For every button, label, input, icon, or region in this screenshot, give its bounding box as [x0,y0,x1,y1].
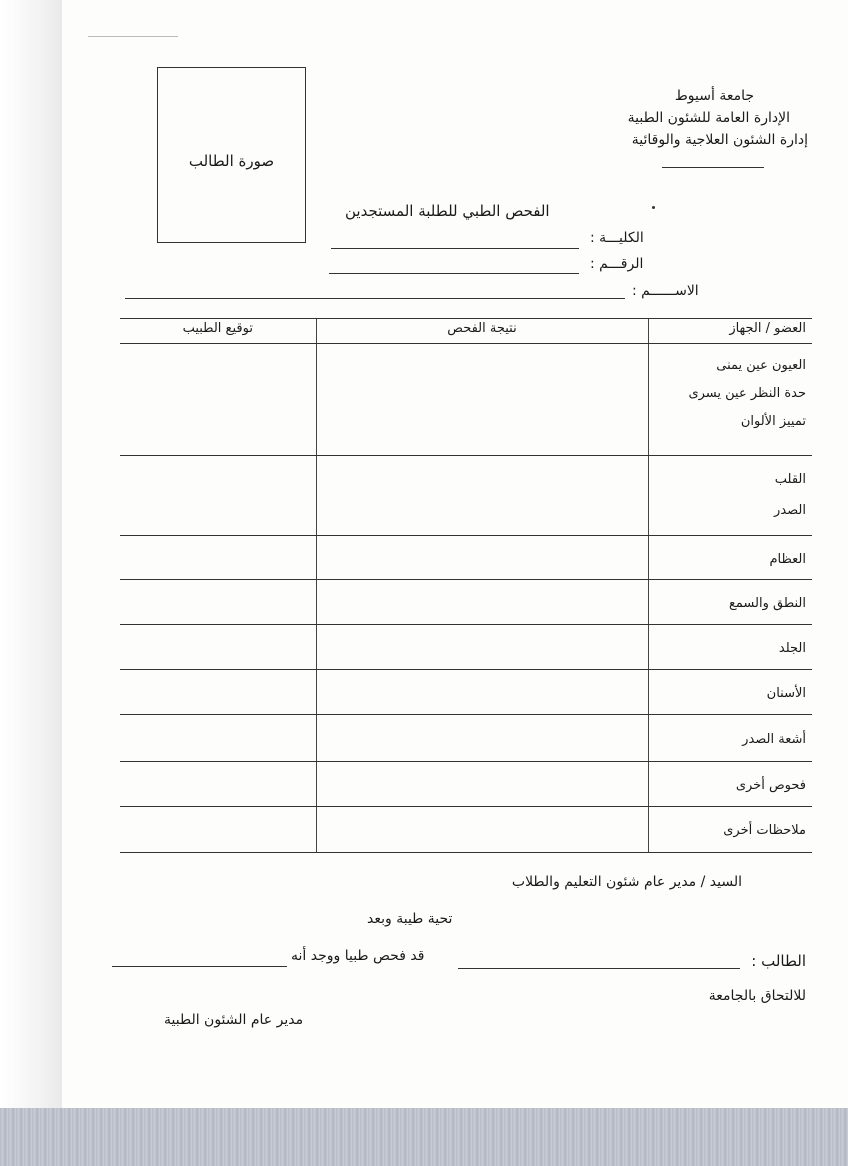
result-cell[interactable] [316,715,648,762]
table-row-chest-xray [120,715,812,762]
exam-table [120,318,812,853]
organ-line: العظام [769,552,806,567]
table-row-bones [120,536,812,580]
organ-cell [648,580,812,625]
organ-cell [648,456,812,536]
number-input-line[interactable] [329,273,579,274]
organ-line: فحوص أخرى [735,778,806,793]
examined-text: قد فحص طبيا ووجد أنه [291,948,425,964]
organ-line: أشعة الصدر [742,732,806,747]
signature-cell[interactable] [120,762,316,807]
scan-edge [0,1108,848,1166]
result-cell[interactable] [316,807,648,853]
organ-cell [648,344,812,456]
doctor-signature-header: توقيع الطبيب [120,319,316,344]
number-label: الرقـــم : [590,256,644,272]
organ-line: الجلد [778,641,806,656]
result-cell[interactable] [316,344,648,456]
organ-cell [648,807,812,853]
name-input-line[interactable] [125,298,625,299]
organ-cell [648,625,812,670]
table-row-heart-chest [120,456,812,536]
signature-cell[interactable] [120,625,316,670]
letter-recipient: السيد / مدير عام شئون التعليم والطلاب [511,874,742,890]
organ-cell [648,670,812,715]
result-cell[interactable] [316,762,648,807]
signatory-title: مدير عام الشئون الطبية [164,1012,304,1028]
organ-header: العضو / الجهاز [648,319,812,344]
result-cell[interactable] [316,670,648,715]
organ-line: تمييز الألوان [740,414,806,429]
table-row-other-exams [120,762,812,807]
administration-name: الإدارة العامة للشئون الطبية [627,110,790,126]
organ-cell [648,762,812,807]
scan-margin [0,0,62,1110]
name-label: الاســــــم : [632,283,699,299]
signature-cell[interactable] [120,580,316,625]
result-cell[interactable] [316,580,648,625]
signature-cell[interactable] [120,715,316,762]
photo-label: صورة الطالب [188,152,275,170]
result-line[interactable] [112,966,287,967]
faculty-input-line[interactable] [331,248,579,249]
organ-line: النطق والسمع [728,596,806,611]
organ-line: حدة النظر عين يسرى [688,386,806,401]
table-row-eyes [120,344,812,456]
student-photo-box[interactable] [157,67,306,243]
result-cell[interactable] [316,456,648,536]
exam-result-header: نتيجة الفحص [316,319,648,344]
organ-line: القلب [774,472,806,487]
student-name-line[interactable] [458,968,740,969]
table-row-speech-hearing [120,580,812,625]
department-name: إدارة الشئون العلاجية والوقائية [631,132,808,148]
student-label: الطالب : [751,952,806,970]
letter-greeting: تحية طيبة وبعد [367,911,453,927]
organ-line: ملاحظات أخرى [723,823,806,838]
organ-cell [648,715,812,762]
result-cell[interactable] [316,536,648,580]
table-row-skin [120,625,812,670]
signature-cell[interactable] [120,807,316,853]
organ-line: الأسنان [766,686,806,701]
table-row-other-notes [120,807,812,853]
header-underline [662,167,764,168]
table-header-row [120,319,812,344]
form-title: الفحص الطبي للطلبة المستجدين [345,202,550,220]
signature-cell[interactable] [120,456,316,536]
signature-cell[interactable] [120,536,316,580]
admission-text: للالتحاق بالجامعة [708,988,806,1004]
result-cell[interactable] [316,625,648,670]
faculty-label: الكليـــة : [590,230,644,246]
organ-line: العيون عين يمنى [716,358,806,373]
signature-cell[interactable] [120,670,316,715]
organ-cell [648,536,812,580]
university-name: جامعة أسيوط [674,88,754,104]
organ-line: الصدر [774,503,806,518]
signature-cell[interactable] [120,344,316,456]
top-faint-rule [88,36,178,37]
table-row-teeth [120,670,812,715]
bullet-dot [652,206,655,209]
